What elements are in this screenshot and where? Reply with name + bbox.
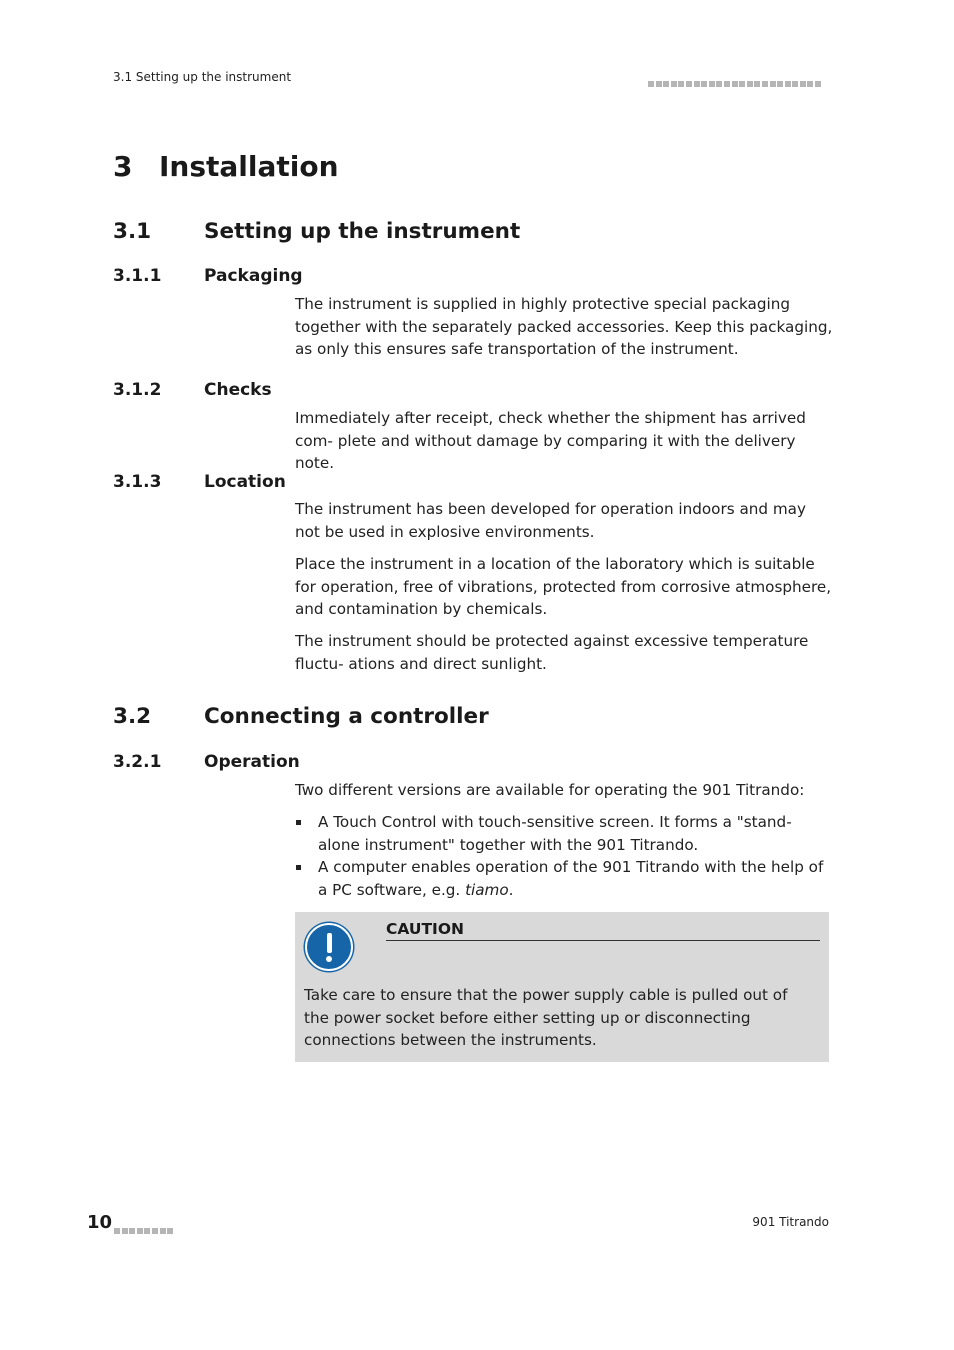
subsection-heading-packaging: [113, 266, 303, 286]
location-paragraph: The instrument should be protected against excessive temperature fluctu- ations and direct sunlight.: [295, 632, 809, 673]
running-header: 3.1 Setting up the instrument: [113, 70, 292, 84]
subsection-heading-operation: [113, 752, 300, 772]
list-item-text: A computer enables operation of the 901 Titrando with the help of a PC software, e.g.: [318, 858, 824, 899]
section-heading: [113, 704, 489, 729]
list-item-text: A Touch Control with touch-sensitive screen. It forms a "stand-alone instrument" together with the 901 Titrando.: [318, 813, 792, 854]
subsection-number: 3.1.2: [113, 380, 162, 400]
section-number: 3.2: [113, 704, 152, 729]
operation-intro: Two different versions are available for operating the 901 Titrando:: [295, 781, 805, 799]
subsection-title: Checks: [204, 380, 272, 400]
chapter-title-text: Installation: [159, 150, 339, 183]
page-number: 10: [87, 1212, 113, 1233]
subsection-number: 3.1.1: [113, 266, 162, 286]
operation-bullet-list: [295, 811, 825, 901]
section-title: Connecting a controller: [204, 704, 489, 729]
list-item-end: .: [508, 880, 514, 899]
subsection-title: Operation: [204, 752, 300, 772]
checks-text: Immediately after receipt, check whether the shipment has arrived com- plete and without damage by comparing it with the delivery note.: [295, 409, 806, 472]
subsection-heading-checks: [113, 380, 272, 400]
exclamation-icon: [305, 923, 353, 971]
footer-decoration: [114, 1219, 175, 1238]
list-item: [295, 811, 825, 856]
location-paragraph: Place the instrument in a location of the laboratory which is suitable for operation, free of vibrations, protected from corrosive atmosphere, and contamination by chemicals.: [295, 555, 832, 618]
software-name: tiamo: [465, 880, 509, 899]
product-name: 901 Titrando: [752, 1215, 829, 1229]
section-title: Setting up the instrument: [204, 219, 521, 244]
list-item: [295, 856, 825, 901]
section-heading: [113, 219, 520, 244]
chapter-title: [113, 150, 339, 183]
packaging-text: The instrument is supplied in highly protective special packaging together with the separately packed accessories. Keep this packaging, as only this ensures safe transportation of the instrument.: [295, 295, 833, 358]
section-number: 3.1: [113, 219, 152, 244]
caution-text: Take care to ensure that the power supply cable is pulled out of the power socket before either setting up or disconnecting connections between the instruments.: [304, 986, 788, 1049]
caution-title: CAUTION: [386, 920, 820, 941]
location-paragraph: The instrument has been developed for operation indoors and may not be used in explosive environments.: [295, 500, 806, 541]
subsection-heading-location: [113, 472, 286, 492]
header-decoration: [648, 72, 823, 91]
subsection-number: 3.2.1: [113, 752, 162, 772]
subsection-title: Packaging: [204, 266, 303, 286]
subsection-number: 3.1.3: [113, 472, 162, 492]
chapter-number: 3: [113, 150, 133, 183]
subsection-title: Location: [204, 472, 286, 492]
